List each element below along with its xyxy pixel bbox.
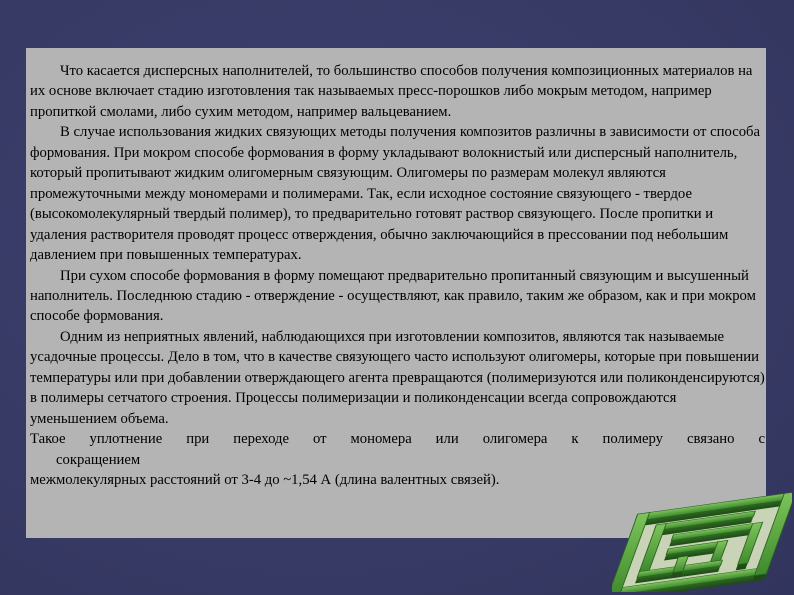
paragraph-dispersed-fillers: Что касается дисперсных наполнителей, то большинство способов получения композиционных материалов на их основе включает стадию изготовления так называемых пресс-порошков либо мокрым методом, например пропиткой смолами, либо сухим методом, например вальцеванием.: [30, 63, 753, 120]
paragraph-compaction-line: Такое уплотнение при переходе от мономера или олигомера к полимеру связано с: [30, 431, 765, 448]
paragraph-compaction-end: межмолекулярных расстояний от 3-4 до ~1,54 А (длина валентных связей).: [30, 472, 500, 489]
hedge-maze-icon: [612, 484, 792, 592]
paragraph-shrinkage: Одним из неприятных явлений, наблюдающихся при изготовлении композитов, являются так называемые усадочные процессы. Дело в том, что в качестве связующего часто используют олигомеры, которые при повышении температуры или при добавлении отверждающего агента превращаются (полимеризуются или поликонденсируются) в полимеры сетчатого строения. Процессы полимеризации и поликонденсации всегда сопровождаются уменьшением объема.: [30, 328, 765, 427]
paragraph-dry-method: При сухом способе формования в форму помещают предварительно пропитанный связующим и высушенный наполнитель. Последнюю стадию - отверждение - осуществляют, как правило, таким же образом, как и при мокром способе формования.: [30, 267, 756, 325]
paragraph-compaction-word: сокращением: [56, 451, 141, 468]
paragraph-liquid-binders: В случае использования жидких связующих методы получения композитов различны в зависимости от способа формования. При мокром способе формования в форму укладывают волокнистый или дисперсный наполнитель, который пропитывают жидким олигомерным связующим. Олигомеры по размерам молекул являются промежуточными между мономерами и полимерами. Так, если исходное состояние связующего - твердое (высокомолекулярный твердый полимер), то предварительно готовят раствор связующего. После пропитки и удаления растворителя проводят процесс отверждения, обычно заключающийся в прессовании под небольшим давлением при повышенных температурах.: [30, 124, 761, 264]
body-text: [30, 61, 765, 491]
